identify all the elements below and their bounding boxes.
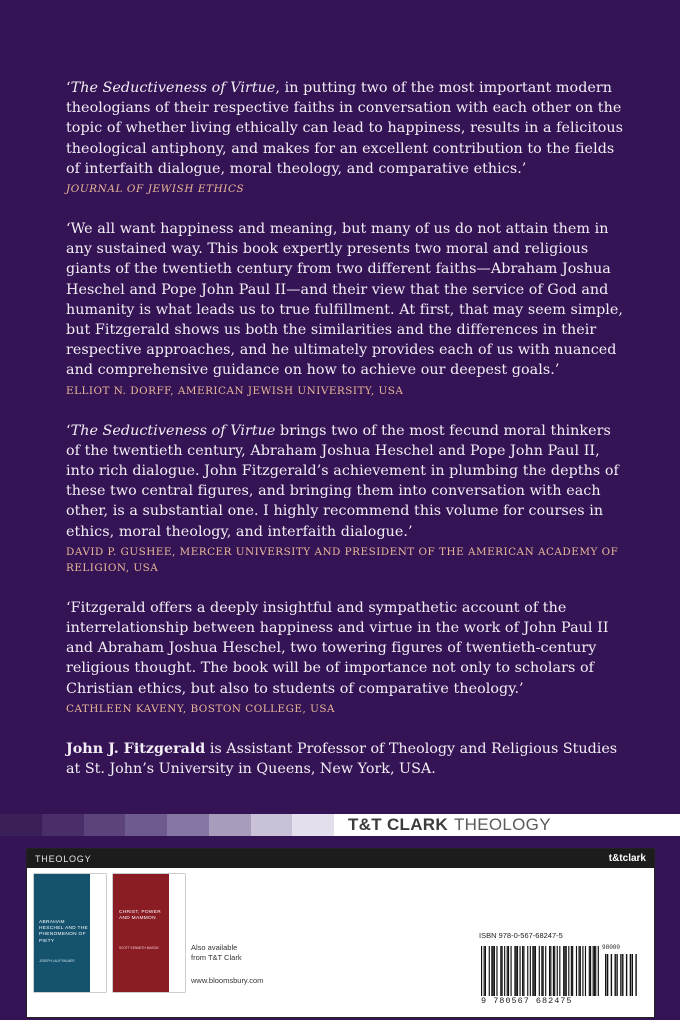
author-name: John J. Fitzgerald: [66, 740, 206, 757]
endorsement-text: ‘We all want happiness and meaning, but many of us do not attain them in any sustained way. This book expertly presents two moral and religious giants of the twentieth century from two different faiths—Abraham Joshua Heschel and Pope John Paul II—and their view that the service of God and humanity is what leads us to true fulfillment. At first, that may seem simple, but Fitzgerald shows us both the similarities and the differences in their respective approaches, and he ultimately provides each of us with nuanced and comprehensive guidance on how to achieve our deepest goals.’: [66, 221, 624, 379]
barcode-bar: [530, 946, 531, 996]
strip-segment: [42, 814, 84, 836]
strip-segment: [209, 814, 251, 836]
barcode-bar: [598, 946, 599, 996]
barcode-bar: [507, 946, 508, 996]
quote-open: ‘: [66, 422, 71, 439]
strip-segment: [125, 814, 167, 836]
strip-segment: [84, 814, 126, 836]
strip-segment: [292, 814, 334, 836]
barcode-bar: [550, 946, 551, 996]
barcode-bar: [527, 946, 528, 996]
isbn-barcode: [481, 946, 639, 996]
barcode-bar: [589, 946, 590, 996]
barcode-bar: [594, 946, 595, 996]
barcode-bar: [522, 946, 523, 996]
back-cover-panel: [26, 848, 655, 1018]
barcode-bar: [508, 946, 509, 996]
barcode-bar: [595, 946, 596, 996]
quote-body: , in putting two of the most important modern theologians of their respective faiths in conversation with each other on the topic of whether living ethically can lead to happiness, results in a felicitous theological antiphony, and makes for an excellent contribution to the fields of interfaith dialogue, moral theology, and comparative ethics.’: [66, 80, 624, 177]
endorsements: [66, 78, 626, 779]
endorsement-text: [66, 78, 626, 179]
barcode-addon-bar: [632, 954, 633, 996]
barcode-addon-digits: 98000: [602, 944, 621, 951]
barcode-bar: [563, 946, 564, 996]
endorsement-attribution: CATHLEEN KAVENY, BOSTON COLLEGE, USA: [66, 702, 336, 715]
also-available-text: [191, 943, 242, 963]
barcode-bar: [481, 946, 482, 996]
book-title-italic: The Seductiveness of Virtue: [70, 422, 276, 439]
book-cover-author: SCOTT KENNETH MASON: [119, 946, 159, 950]
endorsement-text: ‘Fitzgerald offers a deeply insightful and sympathetic account of the interrelationship between happiness and virtue in the work of John Paul II and Abraham Joshua Heschel, two towering figures of twentieth-century religious thought. The book will be of importance not only to scholars of Christian ethics, but also to students of comparative theology.’: [66, 599, 609, 697]
barcode-bar: [590, 946, 591, 996]
barcode-bar: [585, 946, 586, 996]
barcode-bar: [502, 946, 503, 996]
series-brand: [334, 814, 680, 836]
endorsement-3: [66, 421, 626, 576]
cover-white-band: [169, 874, 185, 992]
book-cover-heschel[interactable]: [34, 874, 106, 992]
barcode-bar: [496, 946, 497, 996]
book-cover-title: CHRIST, POWER AND MAMMON: [119, 910, 162, 922]
barcode-addon-bar: [611, 954, 612, 996]
barcode-bar: [572, 946, 573, 996]
also-available-line: Also available: [191, 943, 238, 952]
endorsement-4: [66, 598, 626, 717]
barcode-bar: [559, 946, 560, 996]
category-label: THEOLOGY: [35, 853, 92, 864]
barcode-bar: [554, 946, 555, 996]
strip-segment: [0, 814, 42, 836]
barcode-bar: [541, 946, 542, 996]
endorsement-attribution: JOURNAL OF JEWISH ETHICS: [66, 183, 245, 196]
author-bio-text: is Assistant Professor of Theology and Religious Studies at St. John’s University in Queens, New York, USA.: [66, 740, 618, 778]
barcode-bar: [582, 946, 583, 996]
barcode-addon-bar: [630, 954, 631, 996]
barcode-bar: [580, 946, 581, 996]
book-cover-christ-power[interactable]: [113, 874, 185, 992]
endorsement-text: [66, 421, 626, 542]
isbn-text: ISBN 978-0-567-68247-5: [479, 931, 563, 940]
strip-segment: [251, 814, 293, 836]
brand-series: THEOLOGY: [453, 815, 551, 834]
barcode-bar: [553, 946, 554, 996]
barcode-bar: [578, 946, 579, 996]
barcode-bar: [485, 946, 486, 996]
barcode-bar: [564, 946, 565, 996]
panel-header: [27, 849, 654, 868]
brand-publisher: T&T CLARK: [348, 815, 448, 834]
barcode-bar: [535, 946, 536, 996]
barcode-bar: [516, 946, 517, 996]
barcode-bar: [491, 946, 492, 996]
barcode-bar: [504, 946, 505, 996]
barcode-bar: [545, 946, 546, 996]
barcode-addon-bar: [626, 954, 627, 996]
endorsement-attribution: DAVID P. GUSHEE, MERCER UNIVERSITY AND PRESIDENT OF THE AMERICAN ACADEMY OF RELIGION, USA: [66, 545, 619, 574]
author-bio: [66, 739, 626, 779]
barcode-digits: 9 780567 682475: [481, 996, 573, 1006]
barcode-bar: [568, 946, 569, 996]
barcode-bar: [519, 946, 520, 996]
barcode-bar: [593, 946, 594, 996]
website-link[interactable]: www.bloomsbury.com: [191, 976, 264, 985]
barcode-addon-bar: [616, 954, 617, 996]
publisher-logo: t&tclark: [608, 853, 646, 864]
barcode-bar: [549, 946, 550, 996]
barcode-bar: [557, 946, 558, 996]
barcode-bar: [489, 946, 490, 996]
barcode-bar: [532, 946, 533, 996]
strip-segment: [167, 814, 209, 836]
barcode-bar: [523, 946, 524, 996]
cover-white-band: [90, 874, 106, 992]
barcode-addon-bar: [615, 954, 616, 996]
book-cover-title: ABRAHAM HESCHEL AND THE PHENOMENON OF PIETY: [39, 920, 89, 944]
barcode-addon-bar: [620, 954, 621, 996]
quote-open: ‘: [66, 80, 71, 96]
barcode-addon-bar: [635, 954, 636, 996]
barcode-bar: [484, 946, 485, 996]
endorsement-attribution: ELLIOT N. DORFF, AMERICAN JEWISH UNIVERSITY, USA: [66, 384, 404, 397]
barcode-bar: [539, 946, 540, 996]
barcode-addon-bar: [607, 954, 608, 996]
barcode-bar: [571, 946, 572, 996]
barcode-bar: [566, 946, 567, 996]
barcode-bar: [517, 946, 518, 996]
endorsement-2: [66, 219, 626, 399]
book-title-italic: The Seductiveness of Virtue: [70, 80, 276, 96]
barcode-bar: [493, 946, 494, 996]
barcode-addon-bar: [622, 954, 623, 996]
endorsement-1: [66, 78, 626, 197]
barcode-bar: [511, 946, 512, 996]
barcode-bar: [543, 946, 544, 996]
from-publisher-line: from T&T Clark: [191, 953, 242, 962]
quote-body: brings two of the most fecund moral thinkers of the twentieth century, Abraham Joshua Heschel and Pope John Paul II, into rich dialogue. John Fitzgerald’s achievement in plumbing the depths of these two central figures, and bringing them into conversation with each other, is a substantial one. I highly recommend this volume for courses in ethics, moral theology, and interfaith dialogue.’: [66, 422, 619, 540]
barcode-bar: [494, 946, 495, 996]
book-cover-author: JOSEPH LAUF PALMER: [39, 959, 75, 963]
barcode-bar: [514, 946, 515, 996]
barcode-bar: [534, 946, 535, 996]
barcode-bar: [500, 946, 501, 996]
barcode-bar: [576, 946, 577, 996]
barcode-addon-bar: [605, 954, 606, 996]
